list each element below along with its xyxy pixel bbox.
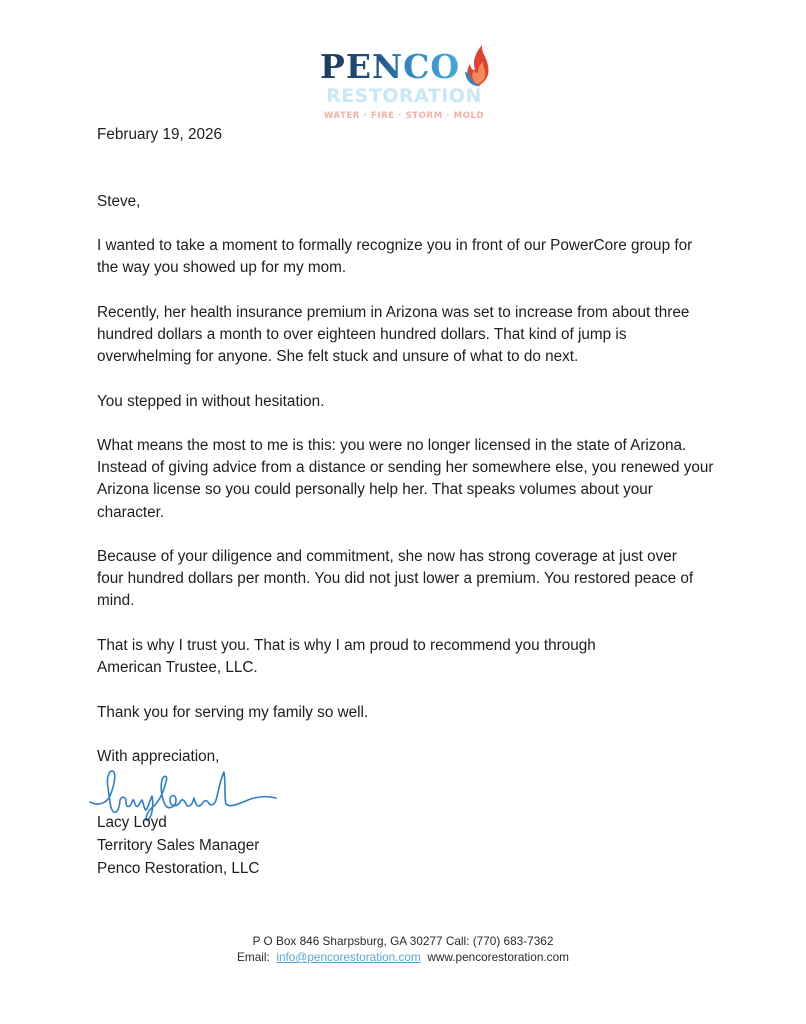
body-paragraph: I wanted to take a moment to formally recognize you in front of our PowerCore group for the way you showed up for my mom.	[97, 237, 693, 277]
body-paragraph: What means the most to me is this: you were no longer licensed in the state of Arizona. Instead of giving advice from a distance or sending her somewhere else, you renewed your Arizona license so you could personally help her. That speaks volumes about your character.	[97, 437, 714, 521]
logo-tagline: WATER · FIRE · STORM · MOLD	[323, 111, 485, 121]
body-paragraph: Recently, her health insurance premium in Arizona was set to increase from about three hundred dollars a month to over eighteen hundred dollars. That kind of jump is overwhelming for anyone. She felt stuck and unsure of what to do next.	[97, 304, 690, 366]
signer-title: Territory Sales Manager	[97, 837, 260, 854]
footer-email-link[interactable]: info@pencorestoration.com	[276, 950, 421, 964]
body-paragraph: You stepped in without hesitation.	[97, 393, 325, 410]
body-paragraph: Because of your diligence and commitment, she now has strong coverage at just over four hundred dollars per month. You did not just lower a premium. You restored peace of mind.	[97, 548, 694, 610]
logo-wordmark: PENCO	[320, 47, 461, 86]
footer-website[interactable]: www.pencorestoration.com	[427, 950, 569, 964]
footer-address: P O Box 846 Sharpsburg, GA 30277 Call: (770) 683-7362	[252, 934, 554, 948]
footer-contact	[0, 949, 806, 965]
logo-subtitle: RESTORATION	[326, 85, 482, 107]
salutation: Steve,	[97, 193, 141, 210]
flame-icon	[463, 42, 491, 88]
company-logo	[316, 42, 492, 126]
footer-email-label: Email:	[237, 950, 270, 964]
signer-company: Penco Restoration, LLC	[97, 860, 260, 877]
signer-name: Lacy Loyd	[97, 814, 167, 831]
closing: With appreciation,	[97, 748, 220, 765]
letter-date: February 19, 2026	[97, 126, 223, 143]
body-paragraph: That is why I trust you. That is why I am proud to recommend you through American Trustee, LLC.	[97, 637, 596, 677]
body-paragraph: Thank you for serving my family so well.	[97, 704, 369, 721]
